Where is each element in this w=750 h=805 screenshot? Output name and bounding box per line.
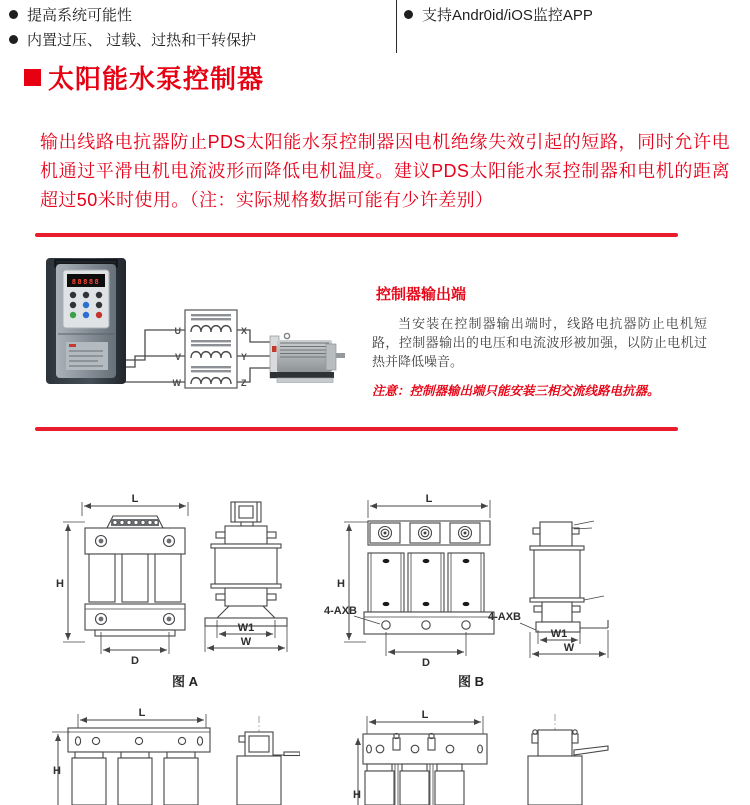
figure-b-drawing xyxy=(322,492,620,670)
terminal-x: X xyxy=(241,326,248,336)
figure-a-caption: 图 A xyxy=(171,674,198,689)
feature-item xyxy=(404,4,593,25)
intro-paragraph: 输出线路电抗器防止PDS太阳能水泵控制器因电机绝缘失效引起的短路，同时允许电机通过平滑电机电流波形而降低电机温度。建议PDS太阳能水泵控制器和电机的距离超过50米时使用。（注：实际规格数据可能有少许差别） xyxy=(40,132,730,210)
section-heading xyxy=(24,59,264,96)
dim-l-label: L xyxy=(425,493,433,505)
dim-h-label: H xyxy=(53,765,61,777)
column-divider xyxy=(396,0,397,53)
figure-a-front-view xyxy=(56,493,188,667)
terminal-y: Y xyxy=(241,352,248,362)
inverter-label-sticker xyxy=(66,342,108,370)
dim-l-label: L xyxy=(131,493,139,505)
inverter-keypad xyxy=(70,292,102,318)
line-reactor-schematic xyxy=(173,310,248,388)
feature-text: 支持Andr0id/iOS监控APP xyxy=(422,7,593,24)
dim-w1-label: W1 xyxy=(550,628,568,640)
figure-d-side-view xyxy=(528,714,608,805)
wiring-diagram xyxy=(30,248,375,400)
dim-d-label: D xyxy=(131,655,139,667)
dim-l-label: L xyxy=(138,707,146,719)
output-section xyxy=(372,283,707,399)
output-section-title: 控制器输出端 xyxy=(376,286,467,303)
figure-c-front-view xyxy=(52,707,210,805)
figure-b-front-view xyxy=(324,493,494,669)
figure-b-caption: 图 B xyxy=(457,674,484,689)
dim-w-label: W xyxy=(563,642,575,654)
section-rule-bottom xyxy=(35,427,678,431)
figure-c-drawing xyxy=(48,702,300,805)
figure-d-drawing xyxy=(352,702,622,805)
dim-d-label: D xyxy=(422,657,430,669)
inverter-display-value: 88888 xyxy=(71,278,101,286)
terminal-z: Z xyxy=(241,378,247,388)
hole-callout: 4-AXB xyxy=(488,611,522,623)
motor-image xyxy=(270,333,345,382)
feature-item xyxy=(9,4,132,25)
bullet-icon xyxy=(404,10,413,19)
hole-callout: 4-AXB xyxy=(324,605,358,617)
dim-h-label: H xyxy=(56,578,64,590)
inverter-image xyxy=(46,258,126,384)
terminal-w: W xyxy=(172,378,181,388)
bullet-icon xyxy=(9,10,18,19)
dim-h-label: H xyxy=(337,578,345,590)
heading-square-icon xyxy=(24,69,41,86)
dim-l-label: L xyxy=(421,709,429,721)
terminal-v: V xyxy=(174,352,181,362)
feature-text: 提高系统可能性 xyxy=(27,7,133,24)
figure-c-side-view xyxy=(237,716,300,805)
dim-w-label: W xyxy=(240,636,252,648)
figure-d-front-view xyxy=(353,709,487,805)
figure-b-side-view xyxy=(488,521,608,658)
section-rule-top xyxy=(35,233,678,237)
bullet-icon xyxy=(9,35,18,44)
figure-a-side-view xyxy=(205,502,287,652)
feature-item xyxy=(9,29,256,50)
dim-w1-label: W1 xyxy=(237,622,255,634)
feature-text: 内置过压、 过载、过热和干转保护 xyxy=(27,32,257,49)
dim-h-label: H xyxy=(353,789,361,801)
output-section-note: 注意：控制器输出端只能安装三相交流线路电抗器。 xyxy=(372,384,660,398)
figure-a-drawing xyxy=(55,492,315,670)
terminal-u: U xyxy=(174,326,181,336)
output-section-body: 当安装在控制器输出端时，线路电抗器防止电机短路，控制器输出的电压和电流波形被加强，以防止电机过热并降低噪音。 xyxy=(372,316,707,369)
section-heading-text: 太阳能水泵控制器 xyxy=(48,64,265,94)
